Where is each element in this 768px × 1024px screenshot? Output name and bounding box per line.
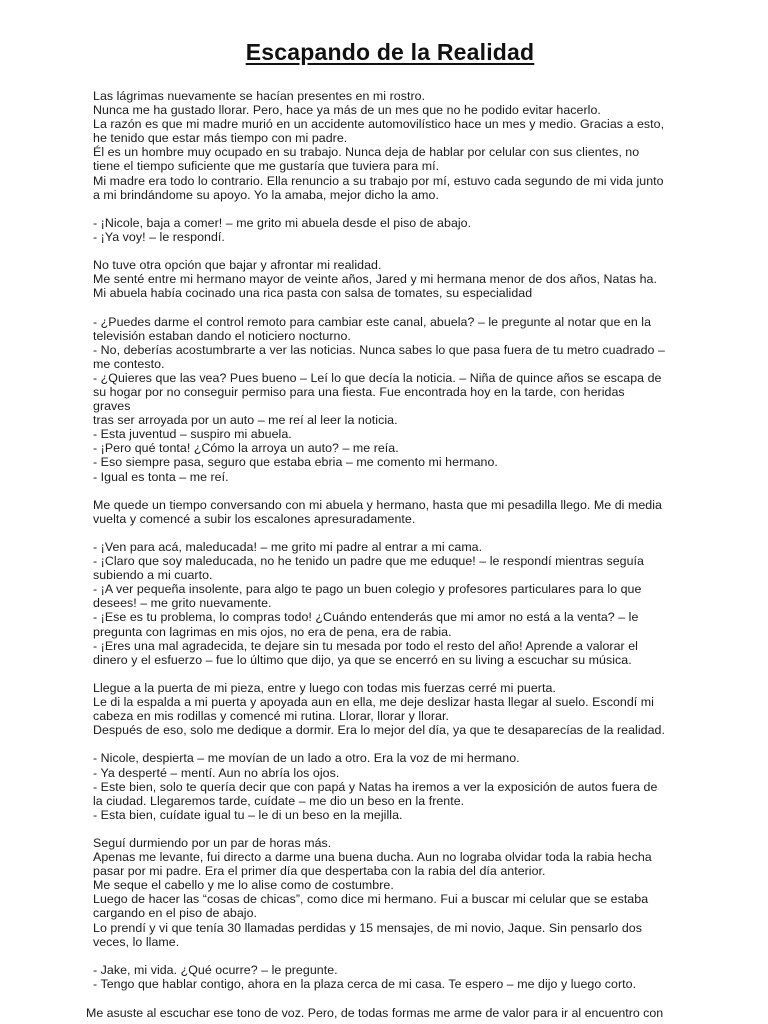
paragraph	[93, 216, 665, 244]
text-line: dinero y el esfuerzo – fue lo último que dijo, ya que se encerró en su living a escuchar su música.	[93, 652, 632, 667]
text-line: me contesto.	[93, 356, 165, 371]
text-line: - ¡Pero qué tonta! ¿Cómo la arroya un auto? – me reía.	[93, 441, 399, 456]
text-line: Él es un hombre muy ocupado en su trabajo. Nunca deja de hablar por celular con sus clientes, no	[93, 145, 640, 160]
text-line: Me senté entre mi hermano mayor de veinte años, Jared y mi hermana menor de dos años, Natas ha.	[93, 272, 657, 287]
text-line: Me quede un tiempo conversando con mi abuela y hermano, hasta que mi pesadilla llego. Me di media	[93, 497, 662, 512]
text-line: Llegue a la puerta de mi pieza, entre y luego con todas mis fuerzas cerré mi puerta.	[93, 680, 556, 695]
paragraph	[93, 681, 665, 737]
text-line: - No, deberías acostumbrarte a ver las noticias. Nunca sabes lo que pasa fuera de tu metro cuadrado –	[93, 342, 665, 357]
text-line: La razón es que mi madre murió en un accidente automovilístico hace un mes y medio. Gracias a esto,	[93, 117, 665, 132]
tail-line: Me asuste al escuchar ese tono de voz. Pero, de todas formas me arme de valor para ir al encuentro con	[86, 1006, 664, 1020]
text-line: desees! – me grito nuevamente.	[93, 596, 272, 611]
text-line: Las lágrimas nuevamente se hacían presentes en mi rostro.	[93, 89, 426, 103]
text-line: cabeza en mis rodillas y comencé mi rutina. Llorar, llorar y llorar.	[93, 709, 449, 724]
text-line: vuelta y comencé a subir los escalones apresuradamente.	[93, 511, 416, 526]
text-line: televisión estaban dando el noticiero nocturno.	[93, 328, 351, 343]
text-line: pasar por mi padre. Era el primer día que despertaba con la rabia del día anterior.	[93, 864, 546, 879]
paragraph	[93, 751, 665, 821]
paragraph	[93, 258, 665, 300]
text-line: pregunta con lagrimas en mis ojos, no era de pena, era de rabia.	[93, 624, 452, 639]
text-line: - ¡Ese es tu problema, lo compras todo! ¿Cuándo entenderás que mi amor no está a la venta? – le	[93, 610, 639, 625]
text-line: - Eso siempre pasa, seguro que estaba ebria – me comento mi hermano.	[93, 455, 498, 470]
text-line: he tenido que estar más tiempo con mi padre.	[93, 131, 348, 146]
text-line: Me seque el cabello y me lo alise como de costumbre.	[93, 878, 394, 893]
text-line: Nunca me ha gustado llorar. Pero, hace ya más de un mes que no he podido evitar hacerlo.	[93, 103, 601, 118]
text-line: - ¿Quieres que las vea? Pues bueno – Leí lo que decía la noticia. – Niña de quince años se escapa de	[93, 370, 662, 385]
text-line: Lo prendí y vi que tenía 30 llamadas perdidas y 15 mensajes, de mi novio, Jaque. Sin pensarlo dos	[93, 920, 642, 935]
text-line: la ciudad. Llegaremos tarde, cuídate – me dio un beso en la frente.	[93, 793, 465, 808]
paragraph	[93, 963, 665, 991]
text-line: - Este bien, solo te quería decir que con papá y Natas ha iremos a ver la exposición de autos fuera de	[93, 779, 658, 794]
text-line: - Jake, mi vida. ¿Qué ocurre? – le pregunte.	[93, 962, 338, 977]
text-line: - Esta bien, cuídate igual tu – le di un beso en la mejilla.	[93, 807, 403, 822]
paragraph	[93, 498, 665, 526]
text-line: veces, lo llame.	[93, 934, 180, 949]
text-line: Luego de hacer las “cosas de chicas”, como dice mi hermano. Fui a buscar mi celular que se estaba	[93, 892, 649, 907]
text-line: Apenas me levante, fui directo a darme una buena ducha. Aun no lograba olvidar toda la rabia hecha	[93, 850, 652, 865]
text-line: - ¡A ver pequeña insolente, para algo te pago un buen colegio y profesores particulares para lo que	[93, 582, 642, 597]
text-line: - Tengo que hablar contigo, ahora en la plaza cerca de mi casa. Te espero – me dijo y luego corto.	[93, 976, 637, 991]
text-line: Después de eso, solo me dedique a dormir. Era lo mejor del día, ya que te desaparecías de la realidad.	[93, 723, 665, 738]
text-line: - Nicole, despierta – me movían de un lado a otro. Era la voz de mi hermano.	[93, 751, 520, 766]
text-line: a mi brindándome su apoyo. Yo la amaba, mejor dicho la amo.	[93, 187, 439, 202]
text-line: - ¿Puedes darme el control remoto para cambiar este canal, abuela? – le pregunte al notar que en la	[93, 314, 652, 329]
text-line: su hogar por no conseguir permiso para una fiesta. Fue encontrada hoy en la tarde, con heridas graves	[93, 384, 629, 414]
paragraph	[93, 836, 665, 949]
text-line: tiene el tiempo suficiente que me gustaría que tuviera para mí.	[93, 159, 440, 174]
text-line: subiendo a mi cuarto.	[93, 568, 213, 583]
text-line: Mi abuela había cocinado una rica pasta con salsa de tomates, su especialidad	[93, 286, 533, 301]
paragraph	[93, 89, 665, 202]
text-line: - Igual es tonta – me reí.	[93, 469, 229, 484]
text-line: Le di la espalda a mi puerta y apoyada aun en ella, me deje deslizar hasta llegar al suelo. Escondí mi	[93, 695, 654, 710]
page-tail	[86, 1006, 686, 1020]
text-line: cargando en el piso de abajo.	[93, 906, 258, 921]
text-line: - ¡Ven para acá, maleducada! – me grito mi padre al entrar a mi cama.	[93, 540, 483, 554]
text-line: - ¡Nicole, baja a comer! – me grito mi abuela desde el piso de abajo.	[93, 215, 472, 230]
document-body	[93, 89, 665, 1005]
text-line: - ¡Ya voy! – le respondí.	[93, 229, 225, 244]
text-line: Mi madre era todo lo contrario. Ella renuncio a su trabajo por mí, estuvo cada segundo de mi vida junto	[93, 173, 664, 188]
paragraph	[93, 315, 665, 484]
paragraph	[93, 540, 665, 667]
text-line: tras ser arroyada por un auto – me reí al leer la noticia.	[93, 413, 398, 428]
text-line: Seguí durmiendo por un par de horas más.	[93, 835, 332, 850]
document-title: Escapando de la Realidad	[245, 39, 535, 65]
text-line: - Esta juventud – suspiro mi abuela.	[93, 427, 292, 442]
text-line: - ¡Claro que soy maleducada, no he tenido un padre que me eduque! – le respondí mientras seguía	[93, 554, 644, 569]
text-line: - Ya desperté – mentí. Aun no abría los ojos.	[93, 765, 340, 780]
text-line: No tuve otra opción que bajar y afrontar mi realidad.	[93, 258, 382, 273]
text-line: - ¡Eres una mal agradecida, te dejare sin tu mesada por todo el resto del año! Aprende a valorar el	[93, 638, 638, 653]
